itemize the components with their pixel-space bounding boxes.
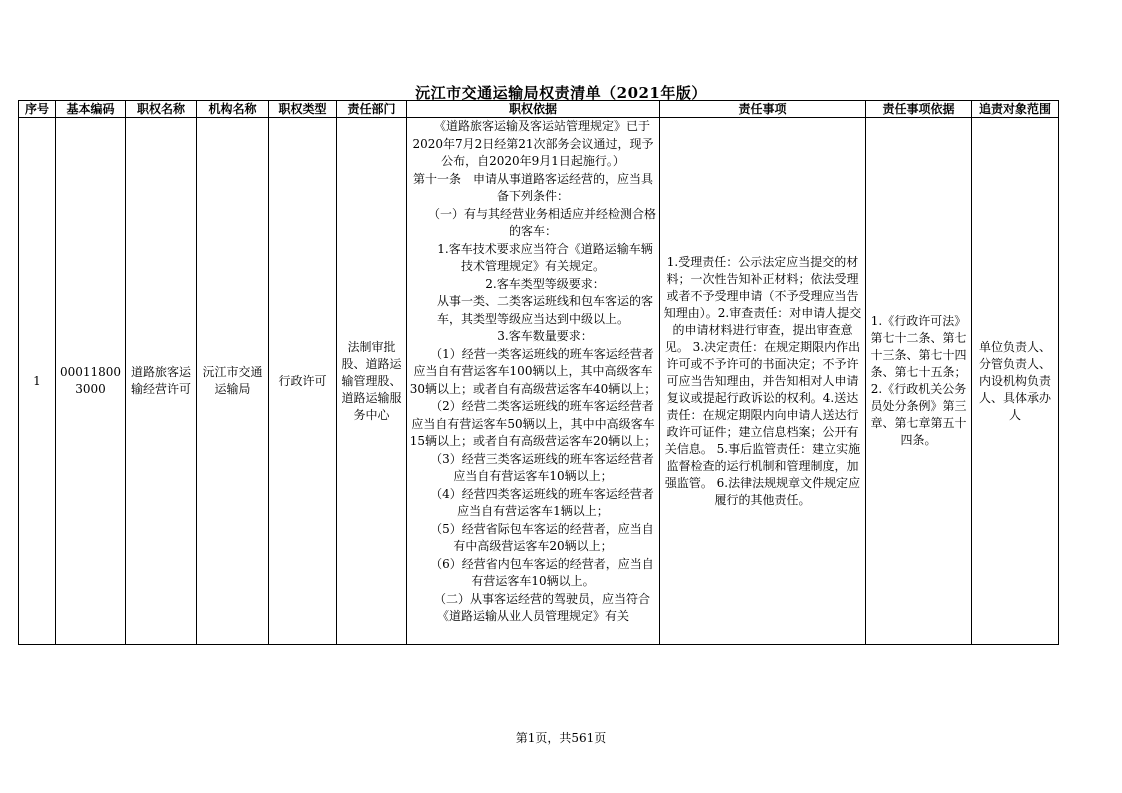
basis-paragraph: （4）经营四类客运班线的班车客运经营者应当自有营运客车1辆以上； xyxy=(412,486,654,518)
cell-org-name: 沅江市交通运输局 xyxy=(197,118,269,645)
col-header-department: 责任部门 xyxy=(337,101,407,118)
basis-paragraph: （二）从事客运经营的驾驶员，应当符合《道路运输从业人员管理规定》有关 xyxy=(415,591,650,623)
basis-paragraph: （1）经营一类客运班线的班车客运经营者应当自有营运客车100辆以上，其中高级客车30辆以上；或者自有高级营运客车40辆以上； xyxy=(409,346,657,396)
cell-basis xyxy=(407,118,660,645)
basis-paragraph: 从事一类、二类客运班线和包车客运的客车，其类型等级应当达到中级以上。 xyxy=(412,294,653,326)
col-header-power-type: 职权类型 xyxy=(269,101,337,118)
cell-power-type: 行政许可 xyxy=(269,118,337,645)
col-header-power-name: 职权名称 xyxy=(126,101,197,118)
page-number: 第1页，共561页 xyxy=(515,731,607,745)
col-header-org-name: 机构名称 xyxy=(197,101,269,118)
basis-paragraph: 1.客车技术要求应当符合《道路运输车辆技术管理规定》有关规定。 xyxy=(413,241,653,273)
col-header-basis: 职权依据 xyxy=(407,101,660,118)
col-header-seq: 序号 xyxy=(19,101,56,118)
basis-paragraph: （5）经营省际包车客运的经营者，应当自有中高级营运客车20辆以上； xyxy=(412,521,654,553)
basis-paragraph: （一）有与其经营业务相适应并经检测合格的客车： xyxy=(409,206,656,238)
header-row xyxy=(19,101,1059,118)
col-header-duties: 责任事项 xyxy=(660,101,866,118)
col-header-accountability: 追责对象范围 xyxy=(972,101,1059,118)
page-title: 沅江市交通运输局权责清单（2021年版） xyxy=(415,84,707,102)
power-list-table xyxy=(18,100,1059,645)
basis-paragraph: 2.客车类型等级要求： xyxy=(461,276,605,291)
basis-paragraph: 第十一条 申请从事道路客运经营的，应当具备下列条件： xyxy=(412,171,653,203)
cell-duty-basis: 1.《行政许可法》第七十二条、第七十三条、第七十四条、第七十五条；2.《行政机关公务员处分条例》第三章、第七章第五十四条。 xyxy=(866,118,972,645)
col-header-code: 基本编码 xyxy=(56,101,126,118)
basis-paragraph: 《道路旅客运输及客运站管理规定》已于2020年7月2日经第21次部务会议通过，现予公布，自2020年9月1日起施行。） xyxy=(412,119,654,168)
col-header-duty-basis: 责任事项依据 xyxy=(866,101,972,118)
basis-text xyxy=(409,118,657,644)
table-row xyxy=(19,118,1059,645)
cell-duties: 1.受理责任：公示法定应当提交的材料；一次性告知补正材料；依法受理或者不予受理申请（不予受理应当告知理由）。2.审查责任：对申请人提交的申请材料进行审查，提出审查意见。 3.决定责任：在规定期限内作出许可或不予许可的书面决定；不予许可应当告知理由，并告知相对人申请复议或提起行政诉讼的权利。4.送达责任：在规定期限内向申请人送达行政许可证件；建立信息档案；公开有关信息。 5.事后监管责任：建立实施监督检查的运行机制和管理制度，加强监管。 6.法律法规规章文件规定应履行的其他责任。 xyxy=(660,118,866,645)
cell-code: 000118003000 xyxy=(56,118,126,645)
basis-paragraph: （6）经营省内包车客运的经营者，应当自有营运客车10辆以上。 xyxy=(412,556,654,588)
basis-paragraph: （2）经营二类客运班线的班车客运经营者应当自有营运客车50辆以上，其中中高级客车15辆以上；或者自有高级营运客车20辆以上； xyxy=(409,399,657,448)
cell-seq: 1 xyxy=(19,118,56,645)
basis-paragraph: 3.客车数量要求： xyxy=(473,329,593,343)
basis-paragraph: （3）经营三类客运班线的班车客运经营者应当自有营运客车10辆以上； xyxy=(412,451,654,483)
cell-accountability: 单位负责人、分管负责人、内设机构负责人、具体承办人 xyxy=(972,118,1059,645)
cell-department: 法制审批股、道路运输管理股、道路运输服务中心 xyxy=(337,118,407,645)
cell-power-name: 道路旅客运输经营许可 xyxy=(126,118,197,645)
